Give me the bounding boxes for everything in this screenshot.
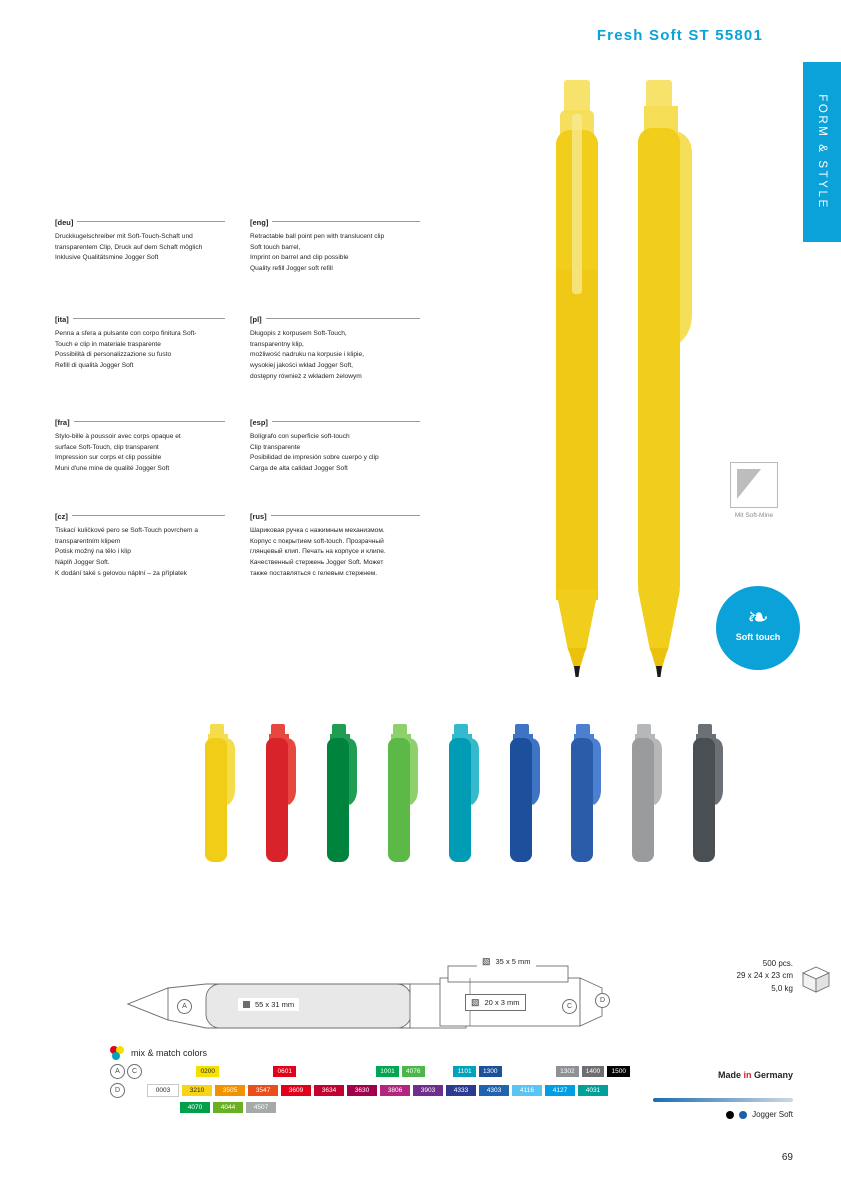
pen-variant-royal-blue	[566, 722, 606, 864]
description-fra	[55, 418, 225, 475]
swatch-group-a: A	[110, 1064, 125, 1079]
swatch-row	[110, 1083, 630, 1098]
print-mark-icon-2: ▧	[471, 997, 480, 1007]
swatch-group-d: D	[110, 1083, 125, 1098]
page-number: 69	[781, 1152, 793, 1163]
carton-icon	[799, 962, 833, 1001]
mix-dots-icon	[110, 1046, 126, 1060]
description-pl	[250, 315, 420, 382]
color-variants-row	[200, 722, 760, 872]
color-swatch-4070[interactable]: 4070	[180, 1102, 210, 1113]
color-swatch-3806[interactable]: 3806	[380, 1085, 410, 1096]
made-in-germany: Made in Germany	[717, 1070, 793, 1080]
language-tag: [ita]	[55, 315, 69, 324]
mark-c: C	[562, 999, 577, 1014]
description-text: Bolígrafo con superficie soft-touch Clip transparente Posibilidad de impresión sobre cuerpo y clip Carga de alta calidad Jogger Soft	[250, 433, 379, 473]
language-tag: [fra]	[55, 418, 70, 427]
print-area-c: ▧ 20 x 3 mm	[465, 994, 526, 1011]
description-text: Penna a sfera a pulsante con corpo finitura Soft- Touch e clip in materiale trasparente Possibilità di personalizzazione su fusto Refill di qualità Jogger Soft	[55, 330, 197, 370]
color-swatch-4333[interactable]: 4333	[446, 1085, 476, 1096]
technical-drawing	[110, 948, 730, 1048]
color-swatch-3505[interactable]: 3505	[215, 1085, 245, 1096]
soft-mine-label: Mit Soft-Mine	[734, 512, 774, 519]
pen-variant-grey	[627, 722, 667, 864]
color-swatch-0601[interactable]: 0601	[273, 1066, 296, 1077]
color-swatch-0200[interactable]: 0200	[196, 1066, 219, 1077]
divider	[77, 221, 225, 222]
language-tag: [rus]	[250, 512, 267, 521]
description-cz	[55, 512, 225, 579]
soft-mine-icon	[730, 462, 778, 508]
color-swatch-3630[interactable]: 3630	[347, 1085, 377, 1096]
description-ita	[55, 315, 225, 372]
color-swatch-1101[interactable]: 1101	[453, 1066, 476, 1077]
soft-touch-label: Soft touch	[735, 632, 781, 642]
pen-variant-blue	[505, 722, 545, 864]
soft-touch-badge	[716, 586, 800, 670]
pen-variant-dark-green	[322, 722, 362, 864]
description-text: Tiskací kuličkové pero se Soft-Touch povrchem a transparentním klipem Potisk možný na tělo i klip Náplň Jogger Soft. K dodání také s gelovou náplní – za příplatek	[55, 527, 199, 577]
color-swatch-4127[interactable]: 4127	[545, 1085, 575, 1096]
refill-legend	[653, 1110, 793, 1119]
pen-variant-yellow	[200, 722, 240, 864]
color-swatch-4116[interactable]: 4116	[512, 1085, 542, 1096]
description-text: Stylo-bille à poussoir avec corps opaque et surface Soft-Touch, clip transparent Impression sur corps et clip possible Muni d'une mine de qualité Jogger Soft	[55, 433, 181, 473]
divider	[266, 318, 420, 319]
divider	[272, 421, 420, 422]
divider	[271, 515, 420, 516]
packaging-info	[737, 958, 793, 995]
color-swatch-3609[interactable]: 3609	[281, 1085, 311, 1096]
soft-mine-badge	[718, 462, 790, 519]
color-swatch-1400[interactable]: 1400	[582, 1066, 605, 1077]
color-swatch-3547[interactable]: 3547	[248, 1085, 278, 1096]
refill-info	[653, 1098, 793, 1119]
divider	[72, 515, 225, 516]
color-swatch-4507[interactable]: 4507	[246, 1102, 276, 1113]
pen-variant-anthracite	[688, 722, 728, 864]
divider	[73, 318, 225, 319]
print-square-icon	[243, 1001, 250, 1008]
product-illustration	[520, 70, 720, 680]
color-swatch-1302[interactable]: 1302	[556, 1066, 579, 1077]
packaging-carton: 29 x 24 x 23 cm	[736, 971, 793, 981]
swatch-row	[110, 1064, 630, 1079]
description-esp	[250, 418, 420, 475]
color-swatch-1500[interactable]: 1500	[607, 1066, 630, 1077]
mix-and-match-title: mix & match colors	[110, 1046, 630, 1060]
refill-label: Jogger Soft	[752, 1110, 793, 1119]
section-tab-label: FORM & STYLE	[816, 94, 828, 210]
packaging-quantity: 500 pcs.	[762, 959, 793, 968]
pen-variant-turquoise	[444, 722, 484, 864]
print-mark-icon: ▧	[482, 956, 491, 966]
color-swatch-3210[interactable]: 3210	[182, 1085, 212, 1096]
language-tag: [eng]	[250, 218, 269, 227]
color-swatch-4303[interactable]: 4303	[479, 1085, 509, 1096]
description-text: Шариковая ручка с нажимным механизмом. Корпус с покрытием soft-touch. Прозрачный глянцевый клип. Печать на корпусе и клипе. Качественный стержень Jogger Soft. Может также поставляться с гелевым стержнем.	[250, 527, 386, 577]
color-swatch-1001[interactable]: 1001	[376, 1066, 399, 1077]
color-swatch-4044[interactable]: 4044	[213, 1102, 243, 1113]
language-tag: [pl]	[250, 315, 262, 324]
description-text: Retractable ball point pen with translucent clip Soft touch barrel, Imprint on barrel and clip possible Quality refill Jogger soft refill	[250, 233, 385, 273]
section-tab	[803, 62, 841, 242]
language-tag: [esp]	[250, 418, 268, 427]
color-swatch-3903[interactable]: 3903	[413, 1085, 443, 1096]
pen-variant-light-green	[383, 722, 423, 864]
print-area-a: 55 x 31 mm	[238, 998, 299, 1011]
description-deu	[55, 218, 225, 264]
mark-a: A	[177, 999, 192, 1014]
description-text: Długopis z korpusem Soft-Touch, transparentny klip, możliwość nadruku na korpusie i klipie, wysokiej jakości wkład Jogger Soft, dostępny również z wkładem żelowym	[250, 330, 364, 380]
color-swatch-4031[interactable]: 4031	[578, 1085, 608, 1096]
page-title: Fresh Soft ST 55801	[596, 27, 763, 44]
mark-d: D	[595, 993, 610, 1008]
color-swatch-3634[interactable]: 3634	[314, 1085, 344, 1096]
description-rus	[250, 512, 420, 579]
mix-and-match	[110, 1046, 630, 1113]
color-swatch-0003[interactable]: 0003	[147, 1084, 179, 1097]
print-area-b: ▧ 35 x 5 mm	[477, 954, 536, 969]
pen-variant-red	[261, 722, 301, 864]
swatch-row	[110, 1102, 630, 1113]
feather-icon: ❧	[747, 602, 769, 632]
packaging-weight: 5,0 kg	[771, 983, 793, 993]
refill-color-black	[726, 1111, 734, 1119]
refill-illustration	[653, 1098, 793, 1102]
language-tag: [deu]	[55, 218, 74, 227]
color-swatch-1300[interactable]: 1300	[479, 1066, 502, 1077]
divider	[272, 221, 420, 222]
description-eng	[250, 218, 420, 275]
swatch-group-c: C	[127, 1064, 142, 1079]
language-tag: [cz]	[55, 512, 68, 521]
refill-color-blue	[739, 1111, 747, 1119]
description-text: Druckkugelschreiber mit Soft-Touch-Schaft und transparentem Clip, Druck auf dem Schaft möglich Inklusive Qualitätsmine Jogger Soft	[55, 233, 203, 262]
color-swatch-4076[interactable]: 4076	[402, 1066, 425, 1077]
divider	[74, 421, 225, 422]
